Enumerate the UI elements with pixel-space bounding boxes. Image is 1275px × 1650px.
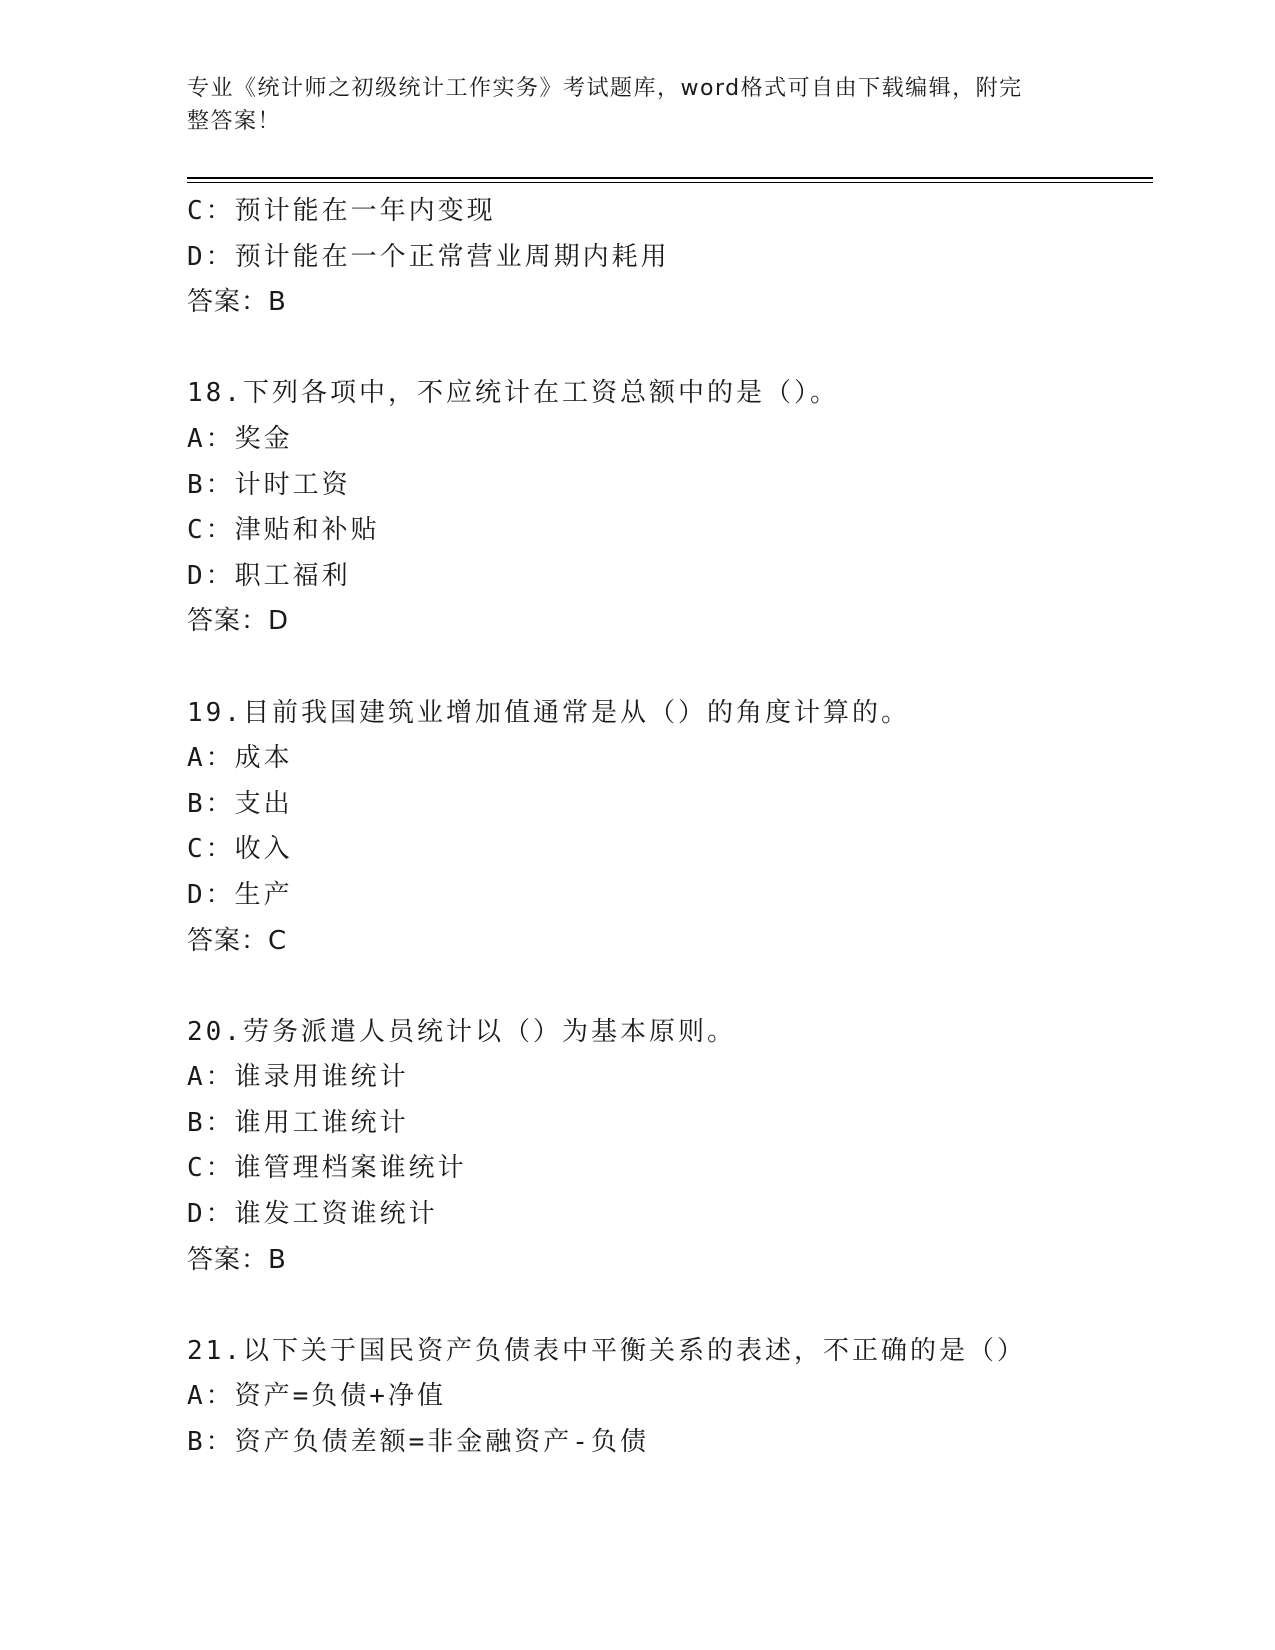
option-a: A：资产=负债+净值 — [187, 1381, 446, 1412]
header-line-1: 专业《统计师之初级统计工作实务》考试题库，word格式可自由下载编辑，附完 — [187, 76, 1023, 101]
option-c: C：津贴和补贴 — [187, 515, 380, 546]
option-c: C：谁管理档案谁统计 — [187, 1153, 467, 1184]
option-d: D：职工福利 — [187, 560, 351, 591]
question-stem: 18.下列各项中，不应统计在工资总额中的是（）。 — [187, 378, 839, 409]
option-a: A：谁录用谁统计 — [187, 1062, 409, 1093]
question-20 — [187, 1010, 1153, 1284]
question-18 — [187, 371, 1153, 645]
answer: 答案：B — [187, 287, 287, 318]
answer: 答案：D — [187, 606, 290, 637]
option-b: B：计时工资 — [187, 469, 351, 500]
option-c: C：预计能在一年内变现 — [187, 196, 496, 226]
question-list — [187, 189, 1153, 1466]
question-stem: 19.目前我国建筑业增加值通常是从（）的角度计算的。 — [187, 697, 910, 728]
header-rule-thick — [187, 177, 1153, 179]
option-b: B：谁用工谁统计 — [187, 1107, 409, 1138]
option-d: D：谁发工资谁统计 — [187, 1199, 438, 1230]
document-header — [187, 72, 1067, 138]
option-c: C：收入 — [187, 834, 293, 865]
option-d: D：生产 — [187, 879, 293, 910]
option-a: A：奖金 — [187, 423, 293, 454]
option-b: B：支出 — [187, 788, 293, 819]
header-line-2: 整答案！ — [187, 109, 282, 134]
option-d: D：预计能在一个正常营业周期内耗用 — [187, 241, 670, 272]
question-stem: 20.劳务派遣人员统计以（）为基本原则。 — [187, 1016, 736, 1047]
option-a: A：成本 — [187, 743, 293, 774]
question-stem: 21.以下关于国民资产负债表中平衡关系的表述，不正确的是（） — [187, 1335, 1026, 1366]
header-rule-thin — [187, 182, 1153, 183]
answer: 答案：C — [187, 925, 288, 956]
question-19 — [187, 691, 1153, 965]
question-17-tail — [187, 189, 1153, 326]
option-b: B：资产负债差额=非金融资产-负债 — [187, 1427, 649, 1458]
answer: 答案：B — [187, 1244, 287, 1275]
question-21 — [187, 1329, 1153, 1466]
